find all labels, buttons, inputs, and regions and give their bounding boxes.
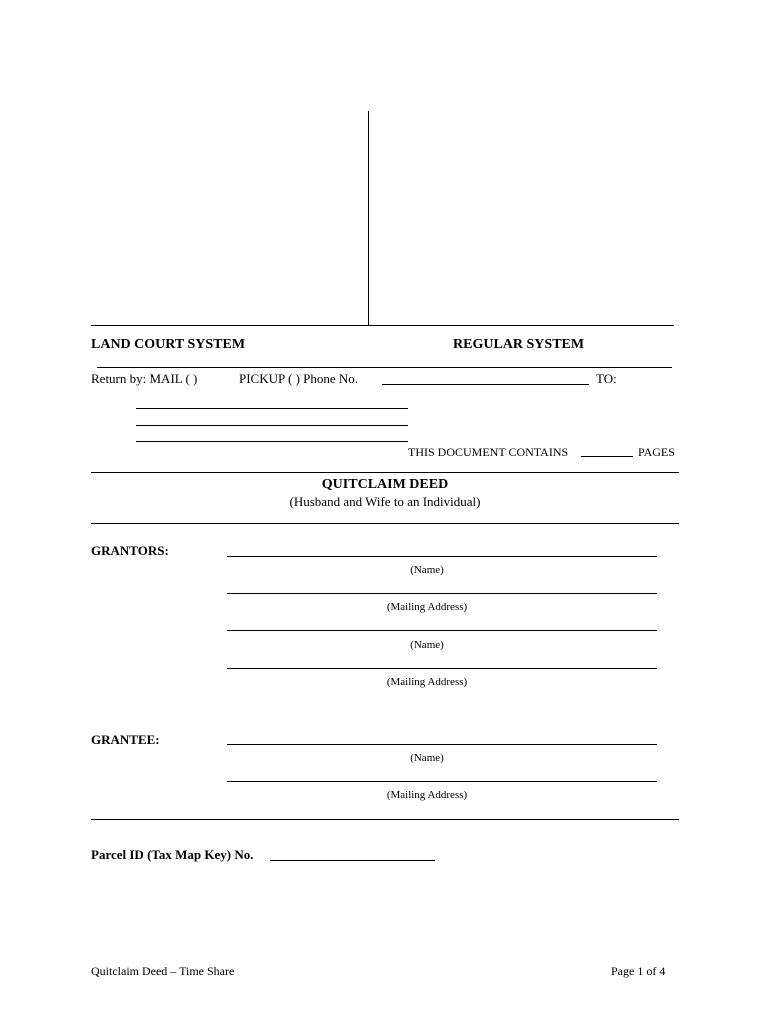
grantor-1-address-caption: (Mailing Address) bbox=[386, 601, 468, 613]
grantee-name-line[interactable] bbox=[227, 744, 657, 745]
grantor-2-name-caption: (Name) bbox=[410, 639, 444, 651]
recording-box-divider bbox=[368, 111, 369, 325]
grantor-2-name-line[interactable] bbox=[227, 630, 657, 631]
grantor-2-address-caption: (Mailing Address) bbox=[386, 676, 468, 688]
title-top-rule bbox=[91, 472, 679, 473]
regular-system-heading: REGULAR SYSTEM bbox=[453, 337, 585, 352]
grantee-address-caption: (Mailing Address) bbox=[386, 789, 468, 801]
parcel-id-label: Parcel ID (Tax Map Key) No. bbox=[91, 847, 254, 862]
deed-subtitle: (Husband and Wife to an Individual) bbox=[289, 494, 481, 509]
grantors-label: GRANTORS: bbox=[91, 543, 169, 558]
return-address-line-1[interactable] bbox=[136, 408, 408, 409]
return-by-mail: Return by: MAIL ( ) bbox=[91, 371, 198, 386]
title-bottom-rule bbox=[91, 523, 679, 524]
grantee-address-line[interactable] bbox=[227, 781, 657, 782]
system-heading-rule bbox=[97, 367, 672, 368]
parcel-id-blank[interactable] bbox=[270, 860, 435, 861]
grantor-1-name-caption: (Name) bbox=[410, 564, 444, 576]
page-count-blank[interactable] bbox=[581, 456, 633, 457]
footer-document-name: Quitclaim Deed – Time Share bbox=[91, 964, 235, 978]
to-label: TO: bbox=[596, 371, 617, 386]
grantor-1-address-line[interactable] bbox=[227, 593, 657, 594]
grantee-section-bottom-rule bbox=[91, 819, 679, 820]
pickup-phone-label: PICKUP ( ) Phone No. bbox=[239, 371, 359, 386]
deed-title: QUITCLAIM DEED bbox=[321, 477, 449, 492]
recording-box-bottom-rule bbox=[91, 325, 674, 326]
grantee-label: GRANTEE: bbox=[91, 732, 160, 747]
grantor-2-address-line[interactable] bbox=[227, 668, 657, 669]
footer-page-number: Page 1 of 4 bbox=[611, 964, 666, 978]
return-address-line-3[interactable] bbox=[136, 441, 408, 442]
grantee-name-caption: (Name) bbox=[410, 752, 444, 764]
land-court-system-heading: LAND COURT SYSTEM bbox=[91, 337, 246, 352]
phone-number-blank[interactable] bbox=[382, 384, 589, 385]
grantor-1-name-line[interactable] bbox=[227, 556, 657, 557]
pages-label: PAGES bbox=[638, 445, 675, 459]
return-address-line-2[interactable] bbox=[136, 425, 408, 426]
document-contains-label: THIS DOCUMENT CONTAINS bbox=[408, 445, 569, 459]
